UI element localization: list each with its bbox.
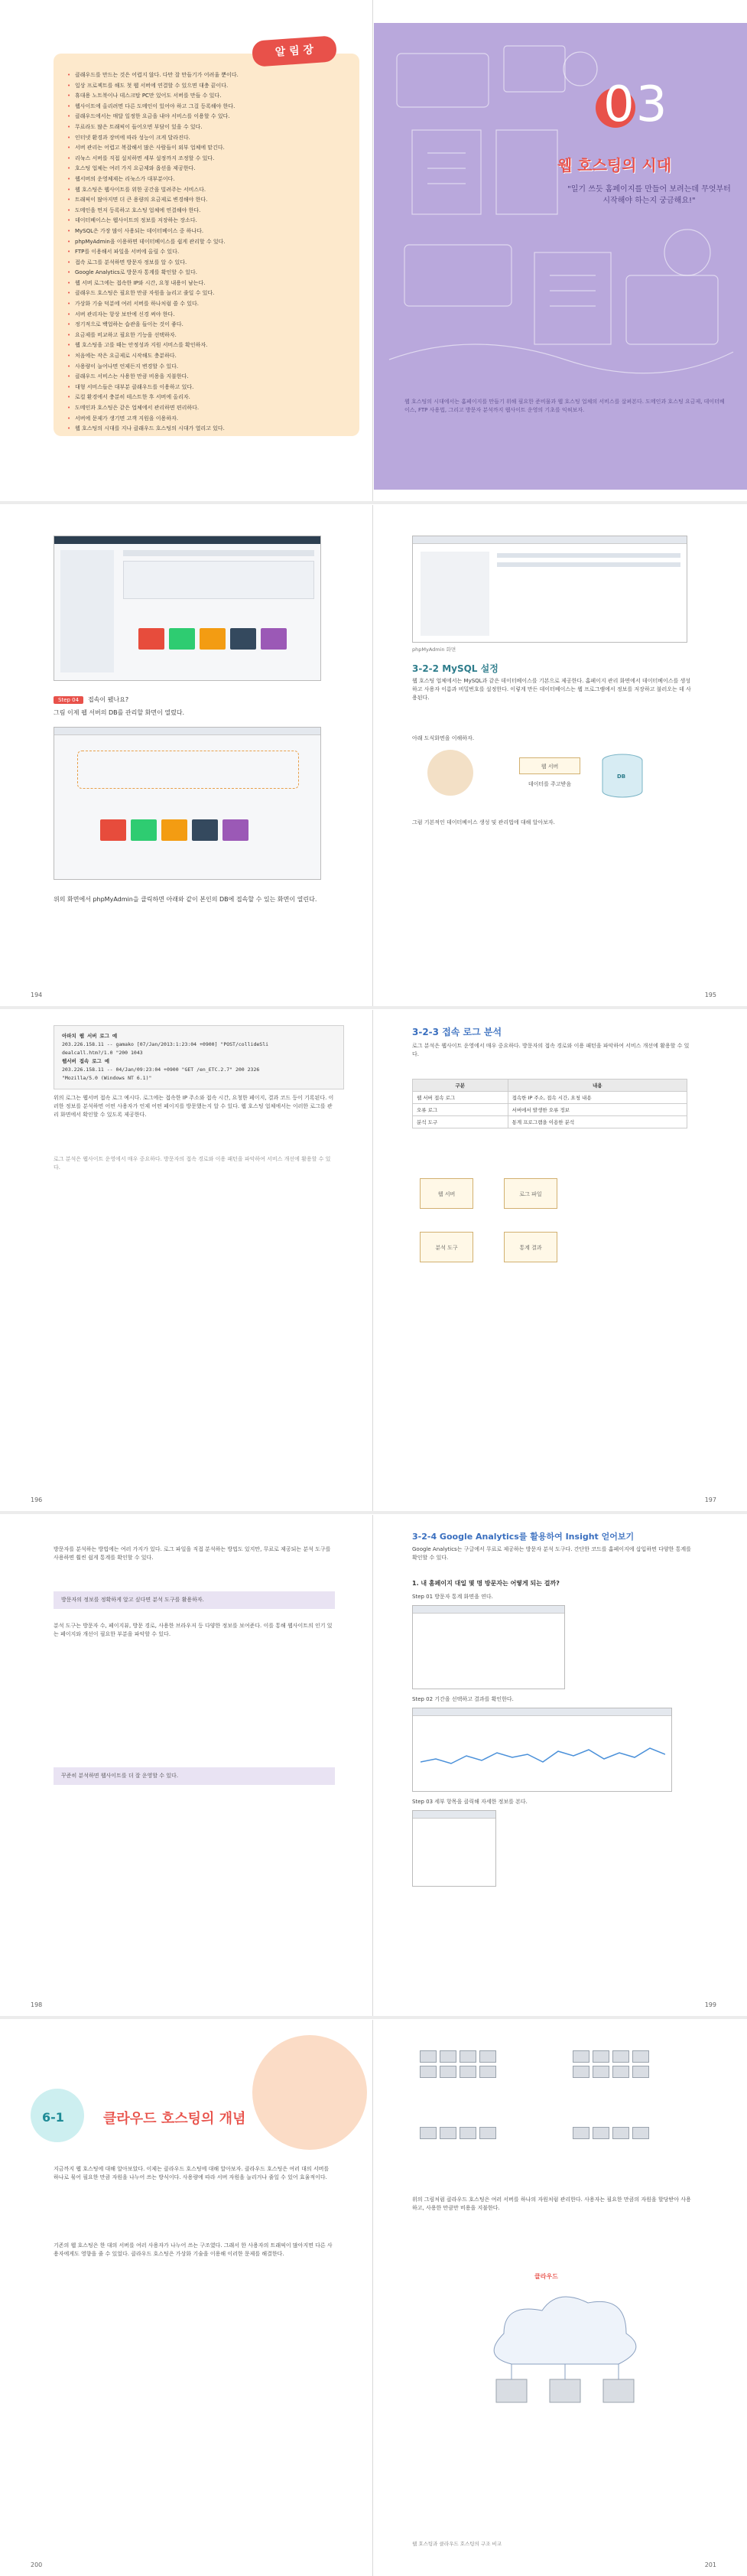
tile-orange [200,628,226,650]
tile-orange [161,819,187,841]
summary-item: • 웹 호스팅의 시대를 지나 클래우드 호스팅의 시대가 열리고 있다. [67,424,346,435]
browser-bar [413,1606,564,1614]
spread-divider [0,501,747,504]
note-box-1: 방문자의 정보를 정확하게 알고 싶다면 분석 도구를 활용하자. [54,1591,335,1609]
summary-item: • 무료라도 많은 트래픽이 들어오면 부담이 있을 수 있다. [67,122,346,133]
log-code-box [54,1025,344,1089]
summary-page [0,0,373,501]
spread-4 [0,1515,747,2016]
left-body-2: 분석 도구는 방문자 수, 페이지뷰, 방문 경로, 사용한 브라우저 등 다양한 정보를 보여준다. 이를 통해 웹사이트의 인기 있는 페이지와 개선이 필요한 부분을 파악할 수 있다. [54,1623,333,1637]
calendar-screenshot [412,1605,565,1689]
page-199 [374,1515,747,2016]
browser-bar [54,728,320,735]
screenshot-sidebar [421,552,489,636]
summary-item: • 웹사이트에 올리려면 다른 도메인이 있어야 하고 그걸 등록해야 한다. [67,102,346,112]
section-number: 6-1 [42,2110,64,2125]
summary-item: • 호스팅 업체는 여러 가지 요금제와 옵션을 제공한다. [67,164,346,174]
table-row [413,1104,687,1116]
table-cell: 분석 도구 [413,1116,508,1128]
tile-red [100,819,126,841]
summary-item: • 가상화 기술 덕분에 여러 서버를 하나처럼 쓸 수 있다. [67,299,346,310]
spread-divider [0,1006,747,1009]
summary-item: • 리눅스 서버를 직접 설치하면 세부 설정까지 조정할 수 있다. [67,154,346,164]
page-196 [0,1010,373,1511]
summary-item: • 인터넷 환경과 장비에 따라 성능이 크게 달라진다. [67,133,346,144]
step-text: 접속이 됐나요? [88,696,129,703]
left-body: 방문자를 분석하는 방법에는 여러 가지가 있다. 로그 파일을 직접 분석하는 방법도 있지만, 무료로 제공되는 분석 도구를 사용하면 훨씬 쉽게 통계를 확인할 수 있다. [54,1546,331,1561]
page-200 [0,2020,373,2576]
right-intro: Google Analytics는 구글에서 무료로 제공하는 방문자 분석 도구다. 간단한 코드를 홈페이지에 삽입하면 다양한 통계를 확인할 수 있다. [412,1546,691,1561]
table-cell: 웹 서버 접속 로그 [413,1092,508,1104]
section-title: 클라우드 호스팅의 개념 [103,2111,246,2127]
tile-green [169,628,195,650]
highlight-outline [77,751,299,789]
analytics-screenshot [412,1708,672,1792]
flow-box-4: 통계 결과 [504,1232,557,1262]
code-line: 아파치 웹 서버 로그 예 [62,1033,118,1039]
tile-navy [192,819,218,841]
table-row [413,1092,687,1104]
summary-item: • 서버 관리는 어렵고 복잡해서 많은 사람들이 외부 업체에 맡긴다. [67,143,346,154]
table-header: 내용 [508,1080,687,1092]
step-badge: Step 04 [54,696,83,704]
db-screenshot [412,536,687,643]
summary-item: • FTP를 이용해서 파일을 서버에 올릴 수 있다. [67,247,346,258]
tile-red [138,628,164,650]
summary-item: • 클래우드에서는 매달 일정한 요금을 내야 서비스를 이용할 수 있다. [67,112,346,122]
caption-1: 그림 이제 웹 서버의 DB를 관리할 화면이 열렸다. [54,709,185,716]
summary-item: • 웹 호스팅을 고를 때는 안정성과 지원 서비스를 확인하자. [67,340,346,351]
summary-item: • 휴대용 노트북이나 데스크탑 PC만 있어도 서버를 만들 수 있다. [67,91,346,102]
page-194 [0,505,373,1006]
decorative-circle [252,2035,367,2150]
chapter-number: 03 [603,77,669,133]
flow-box-1: 웹 서버 [420,1178,473,1209]
code-line: 203.226.158.11 -- 04/Jan/09:23:04 +0900 "GET /en_ETC.2.7" 200 2326 [62,1067,260,1073]
person-illustration [427,750,473,796]
summary-item: • 도메인을 먼저 등록하고 호스팅 업체에 연결해야 한다. [67,206,346,217]
summary-item: • 트래픽이 많아지면 더 큰 용량의 요금제로 변경해야 한다. [67,195,346,206]
summary-item: • 웹 서버 로그에는 접속한 IP와 시간, 요청 내용이 남는다. [67,278,346,289]
flow-middle-label: 데이터를 주고받음 [528,781,572,787]
flow-box-3: 분석 도구 [420,1232,473,1262]
summary-tag: 알 림 장 [252,35,337,67]
server-group-2 [573,2050,649,2078]
phpmyadmin-screenshot-1 [54,536,321,681]
summary-item: • 클래우드 서비스는 사용한 만큼 비용을 지불한다. [67,372,346,383]
server-group-3 [420,2127,496,2139]
page-number: 199 [704,2001,716,2008]
code-line: 203.226.158.11 -- gamako [07/Jan/2013:1:23:04 +0900] "POST/collideSli [62,1041,269,1047]
step-2: Step 02 기간을 선택하고 결과를 확인한다. [412,1696,514,1702]
screenshot-sidebar [60,550,114,672]
code-line: "Mozilla/5.0 (Windows NT 6.1)" [62,1075,152,1081]
right-body: 위의 그림처럼 클라우드 호스팅은 여러 서버를 하나의 자원처럼 관리한다. 사용자는 필요한 만큼의 자원을 할당받아 사용하고, 사용한 만큼만 비용을 지불한다. [412,2197,691,2211]
section-heading: 3-2-4 Google Analytics를 활용하여 Insight 얻어보기 [412,1532,635,1542]
table-cell: 오류 로그 [413,1104,508,1116]
figure-footnote: 웹 호스팅과 클라우드 호스팅의 구조 비교 [412,2541,502,2547]
log-table [412,1079,687,1128]
page-number: 198 [31,2001,43,2008]
summary-item: • 처음에는 작은 요금제로 시작해도 충분하다. [67,351,346,362]
left-body-repeat: 로그 분석은 웹사이트 운영에서 매우 중요하다. 방문자의 접속 경로와 이용 패턴을 파악하여 서비스 개선에 활용할 수 있다. [54,1156,331,1171]
page-number: 200 [31,2561,43,2568]
page-number: 195 [704,992,716,998]
spread-divider [0,2016,747,2019]
summary-item: • 클래우드 호스팅은 필요한 만큼 자원을 늘리고 줄일 수 있다. [67,288,346,299]
browser-bar [413,536,687,544]
chapter-opener-page [374,0,747,501]
summary-item: • 정기적으로 백업하는 습관을 들이는 것이 좋다. [67,320,346,331]
tile-purple [261,628,287,650]
summary-item: • 웹서버의 운영체제는 리눅스가 대부분이다. [67,174,346,185]
page-201 [374,2020,747,2576]
summary-item: • 웹 호스팅은 웹사이트를 위한 공간을 빌려주는 서비스다. [67,185,346,196]
tile-navy [230,628,256,650]
chapter-quote: "일기 쓰듯 홈페이지를 만들어 보려는데 무엇부터 시작해야 하는지 궁금해요!" [567,185,731,205]
browser-bar [54,536,320,544]
menu-screenshot [412,1810,496,1887]
table-cell: 서버에서 발생한 오류 정보 [508,1104,687,1116]
screenshot-caption: phpMyAdmin 화면 [412,646,456,653]
left-body-2: 기존의 웹 호스팅은 한 대의 서버를 여러 사용자가 나누어 쓰는 구조였다. 그래서 한 사용자의 트래픽이 많아지면 다른 사용자에게도 영향을 줄 수 있었다. 클라우드 호스팅은 가상화 기술을 이용해 이러한 문제를 해결한다. [54,2242,333,2257]
flow-db-label: DB [617,773,626,780]
summary-item: • 사용량이 늘어나면 언제든지 변경할 수 있다. [67,362,346,373]
page-197 [374,1010,747,1511]
spread-3 [0,1010,747,1511]
summary-item: • 일상 프로젝트를 해도 첫 웹 서버에 연결할 수 있으면 대충 끝이다. [67,81,346,92]
left-body: 지금까지 웹 호스팅에 대해 알아보았다. 이제는 클라우드 호스팅에 대해 알아보자. 클라우드 호스팅은 여러 대의 서버를 하나로 묶어 필요한 만큼 자원을 나누어 쓰는 방식이다. 사용량에 따라 서버 자원을 늘리거나 줄일 수 있어 효율적이다. [54,2166,330,2180]
step-1: Step 01 방문자 통계 화면을 연다. [412,1594,493,1600]
summary-item: • 요금제를 비교하고 필요한 기능을 선택하자. [67,331,346,341]
summary-box [54,54,359,436]
page-number: 197 [704,1496,716,1503]
left-body: 위의 로그는 웹서버 접속 로그 예시다. 로그에는 접속한 IP 주소와 접속 시간, 요청한 페이지, 결과 코드 등이 기록된다. 이러한 정보를 분석하면 어떤 사용자가 언제 어떤 페이지를 방문했는지 알 수 있다. 웹 호스팅 업체에서는 이러한 로그를 관리 화면에서 확인할 수 있도록 제공한다. [54,1095,334,1118]
diagram-caption: 아래 도식화면을 이해하자. [412,735,475,741]
code-line: 웹서버 접속 로그 예 [62,1058,109,1064]
screenshot-line [497,553,680,558]
table-cell: 통계 프로그램을 이용한 분석 [508,1116,687,1128]
browser-bar [413,1811,495,1819]
body-text: 위의 화면에서 phpMyAdmin을 클릭하면 아래와 같이 본인의 DB에 접속할 수 있는 화면이 열린다. [54,896,317,903]
screenshot-header [123,550,314,556]
page-number: 201 [704,2561,716,2568]
chapter-title: 웹 호스팅의 시대 [557,156,672,174]
summary-item: • 대형 서비스들은 대부분 클래우드를 이용하고 있다. [67,383,346,393]
page-195 [374,505,747,1006]
summary-item: • 접속 로그를 분석하면 방문자 정보를 알 수 있다. [67,258,346,269]
table-row [413,1116,687,1128]
note-box-2: 꾸준히 분석하면 웹사이트를 더 잘 운영할 수 있다. [54,1767,335,1785]
summary-item: • 서버 관리자는 항상 보안에 신경 써야 한다. [67,310,346,321]
screenshot-tiles [138,628,287,650]
closing-text: 그럼 기본적인 데이터베이스 생성 및 관리법에 대해 알아보자. [412,819,555,826]
server-group-4 [573,2127,649,2139]
summary-item: • phpMyAdmin을 이용하면 데이터베이스를 쉽게 관리할 수 있다. [67,237,346,248]
table-header: 구분 [413,1080,508,1092]
section-heading: 3-2-2 MySQL 설정 [412,663,499,674]
screenshot-panel [123,561,314,599]
page-number: 196 [31,1496,43,1503]
section-body: 웹 호스팅 업체에서는 MySQL과 같은 데이터베이스를 기본으로 제공한다. 홈페이지 관리 화면에서 데이터베이스를 생성하고 사용자 이름과 비밀번호를 설정한다. 이렇게 만든 데이터베이스는 웹 프로그램에서 정보를 저장하고 불러오는 데 사용된다. [412,678,691,701]
summary-item: • 서버에 문제가 생기면 고객 지원을 이용하자. [67,414,346,425]
question-heading: 1. 내 홈페이지 대일 몇 명 방문자는 어떻게 되는 걸까? [412,1580,560,1587]
summary-item: • MySQL은 가장 많이 사용되는 데이터베이스 중 하나다. [67,226,346,237]
flow-web-server: 웹 서버 [519,757,580,774]
flow-box-2: 로그 파일 [504,1178,557,1209]
tile-purple [222,819,248,841]
screenshot-tiles [100,819,248,841]
spread-divider [0,1511,747,1514]
right-body: 로그 분석은 웹사이트 운영에서 매우 중요하다. 방문자의 접속 경로와 이용 패턴을 파악하여 서비스 개선에 활용할 수 있다. [412,1043,690,1057]
page-number: 194 [31,992,43,998]
section-heading: 3-2-3 접속 로그 분석 [412,1027,502,1037]
spread-1 [0,0,747,501]
tile-green [131,819,157,841]
summary-item: • 로컬 환경에서 충분히 테스트한 후 서버에 올리자. [67,392,346,403]
cloud-server-diagram [473,2288,657,2441]
server-group-1 [420,2050,496,2078]
summary-item: • 클래우드를 만드는 것은 어렵지 않다. 다만 잘 만들기가 어려울 뿐이다. [67,70,346,81]
chapter-description: 웹 호스팅의 시대에서는 홈페이지를 만들기 위해 필요한 준비물과 웹 호스팅 업체의 서비스를 살펴본다. 도메인과 호스팅 요금제, 데이터베이스, FTP 사용법, 그리고 방문자 분석까지 웹사이트 운영의 기초를 익혀보자. [404,399,725,413]
summary-item: • 데이터베이스는 웹사이트의 정보를 저장하는 장소다. [67,216,346,226]
phpmyadmin-screenshot-2 [54,727,321,880]
step-3: Step 03 세부 항목을 클릭해 자세한 정보를 본다. [412,1799,528,1805]
cloud-label: 클라우드 [534,2273,558,2280]
table-cell: 접속한 IP 주소, 접속 시간, 요청 내용 [508,1092,687,1104]
screenshot-line [497,562,680,567]
page-198 [0,1515,373,2016]
spread-2 [0,505,747,1006]
spread-5 [0,2020,747,2576]
visitor-trend-line [421,1739,665,1777]
summary-item: • 도메인과 호스팅은 같은 업체에서 관리하면 편리하다. [67,403,346,414]
code-line: dealcall.htm?/1.0 "200 1043 [62,1050,143,1056]
summary-item: • Google Analytics로 방문자 통계를 확인할 수 있다. [67,268,346,278]
summary-list [67,70,346,435]
browser-bar [413,1708,671,1716]
